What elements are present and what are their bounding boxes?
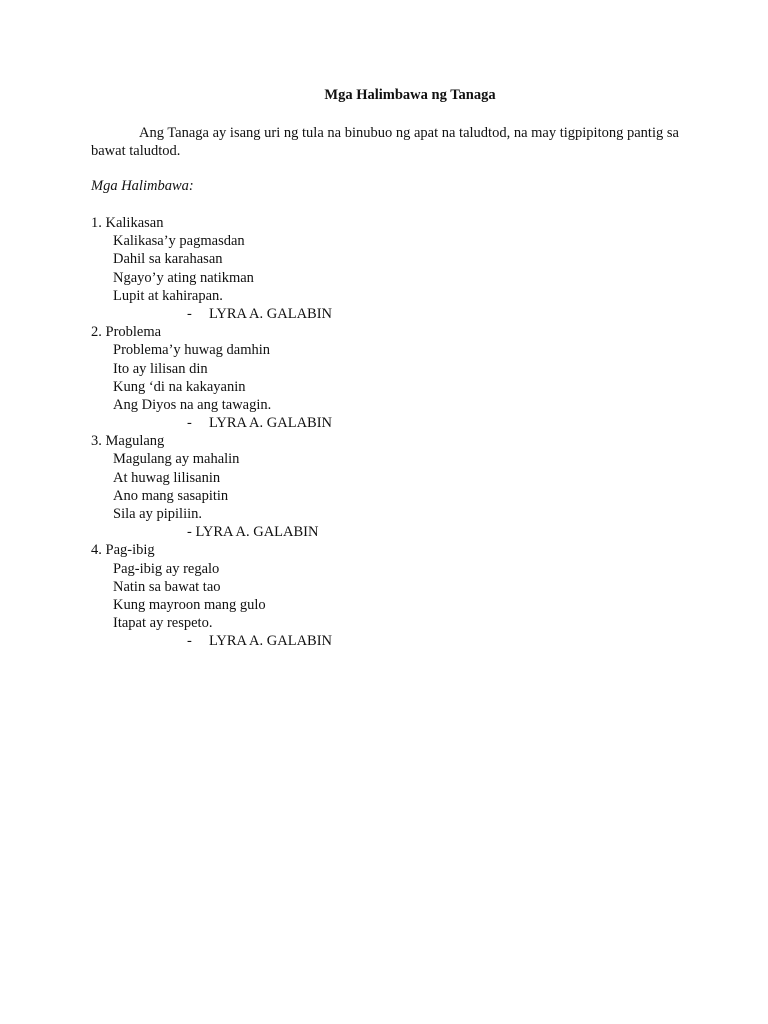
- poem-title: 3. Magulang: [91, 433, 165, 450]
- poem-line: Sila ay pipiliin.: [113, 506, 203, 522]
- poem-line: Ito ay lilisan din: [113, 360, 208, 377]
- poem-title: 2. Problema: [91, 324, 162, 341]
- intro-paragraph: [91, 124, 691, 160]
- author-name: LYRA A. GALABIN: [209, 633, 333, 650]
- poem-line: Pag-ibig ay regalo: [113, 560, 220, 577]
- poem-author: [91, 414, 691, 432]
- poem-title: 1. Kalikasan: [91, 215, 164, 231]
- poem-problema: [91, 323, 691, 432]
- intro-text: Ang Tanaga ay isang uri ng tula na binubuo ng apat na taludtod, na may tigpipitong pantig sa bawat taludtod.: [91, 125, 679, 159]
- poem-author: [91, 523, 691, 541]
- poem-author: [91, 632, 691, 650]
- poem-list: [91, 214, 691, 651]
- poem-line: Dahil sa karahasan: [113, 251, 223, 268]
- poem-line: At huwag lilisanin: [113, 469, 221, 486]
- author-dash: -: [187, 524, 192, 541]
- poem-line: Lupit at kahirapan.: [113, 287, 223, 304]
- poem-title: 4. Pag-ibig: [91, 542, 155, 559]
- author-name: LYRA A. GALABIN: [209, 415, 333, 432]
- author-dash: -: [187, 305, 192, 322]
- poem-magulang: [91, 432, 691, 541]
- author-dash: -: [187, 633, 192, 650]
- poem-kalikasan: [91, 214, 691, 323]
- poem-line: Problema’y huwag damhin: [113, 342, 271, 359]
- poem-pag-ibig: [91, 541, 691, 650]
- poem-line: Ngayo’y ating natikman: [113, 269, 254, 286]
- examples-label: Mga Halimbawa:: [91, 178, 194, 194]
- poem-line: Ano mang sasapitin: [113, 487, 229, 504]
- poem-line: Natin sa bawat tao: [113, 578, 221, 595]
- poem-line: Magulang ay mahalin: [113, 451, 240, 468]
- poem-line: Kung ‘di na kakayanin: [113, 378, 246, 395]
- document-title: Mga Halimbawa ng Tanaga: [324, 87, 496, 103]
- author-name: LYRA A. GALABIN: [209, 305, 333, 322]
- poem-line: Itapat ay respeto.: [113, 615, 213, 632]
- author-name: LYRA A. GALABIN: [195, 524, 319, 541]
- poem-line: Ang Diyos na ang tawagin.: [113, 396, 272, 413]
- poem-line: Kalikasa’y pagmasdan: [113, 233, 245, 250]
- poem-line: Kung mayroon mang gulo: [113, 596, 266, 613]
- poem-author: [91, 305, 691, 323]
- author-dash: -: [187, 415, 192, 432]
